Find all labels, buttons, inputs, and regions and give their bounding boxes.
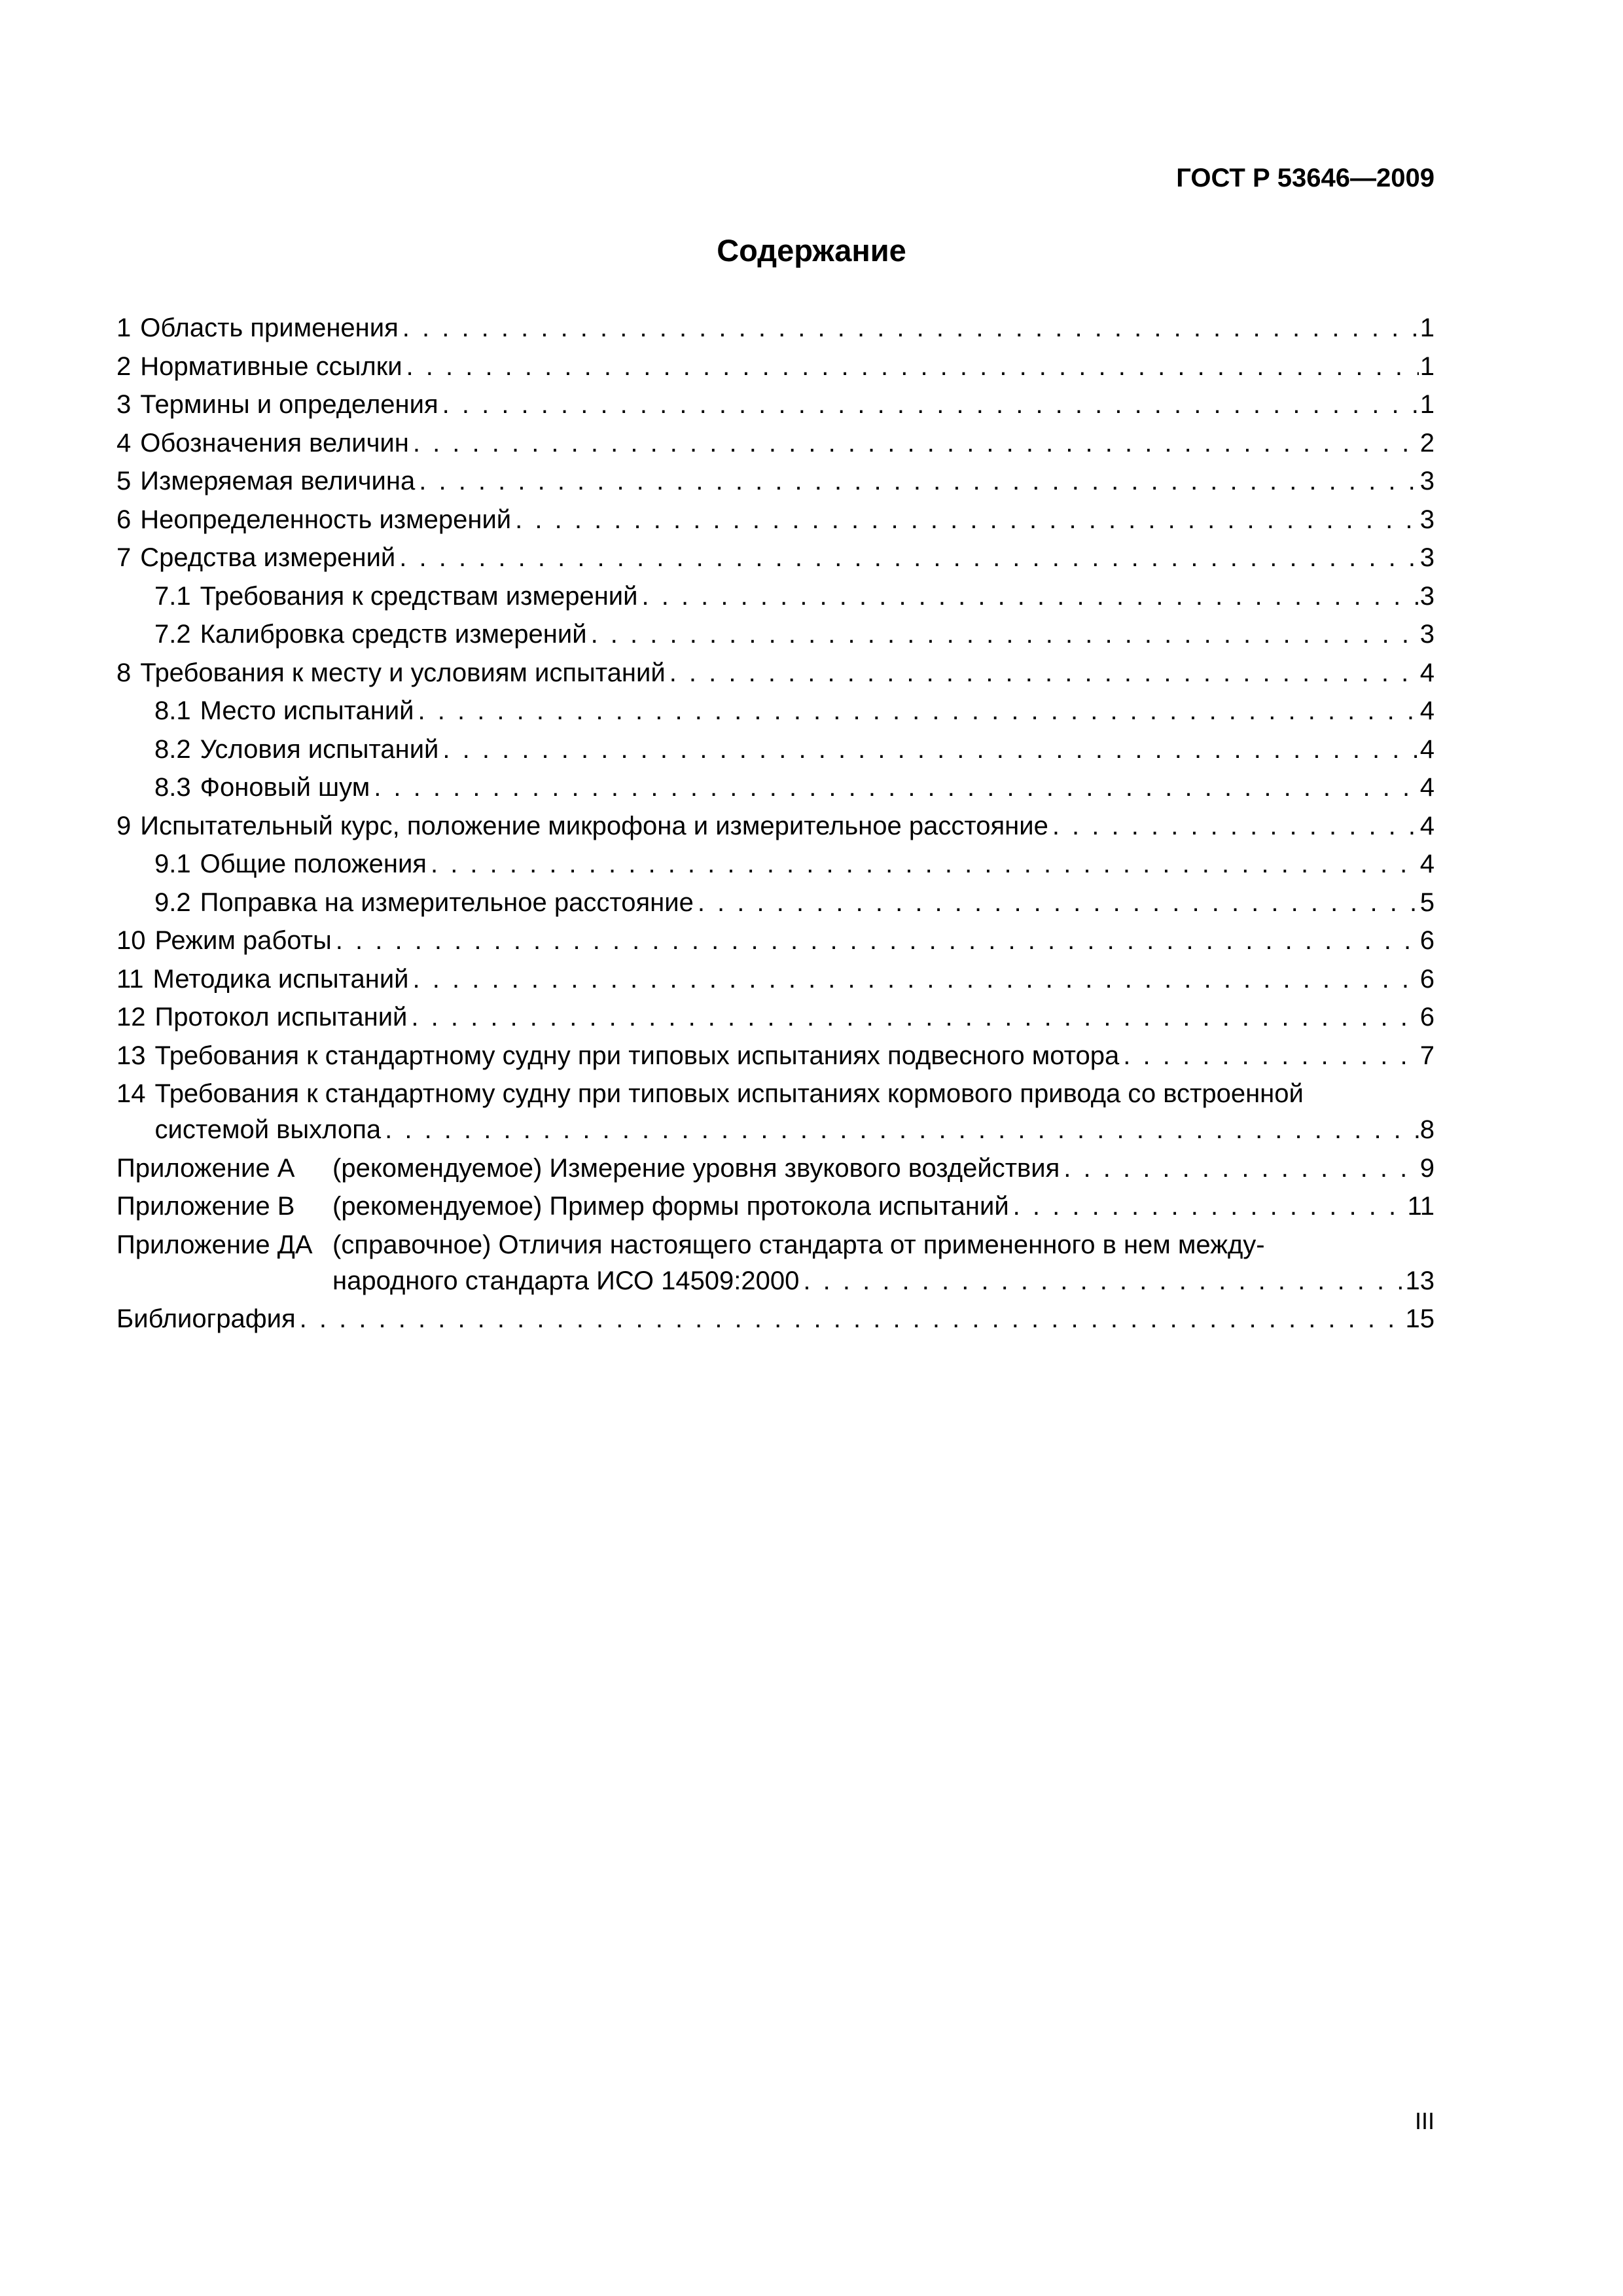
dot-leader [407, 998, 1418, 1037]
toc-entry-page: 6 [1419, 1003, 1435, 1031]
toc-entry-number: 2 [116, 351, 132, 381]
dot-leader [587, 615, 1419, 654]
dot-leader [296, 1300, 1404, 1338]
toc-entry[interactable] [116, 424, 1435, 463]
toc-entry-label: Общие положения [200, 850, 427, 878]
toc-entry-number: 1 [116, 314, 132, 342]
toc-entry-page: 3 [1419, 467, 1435, 495]
toc-title: Содержание [717, 233, 906, 268]
toc-entry-page: 4 [1419, 696, 1435, 725]
toc-entry-page: 4 [1419, 850, 1435, 878]
toc-entry-page: 3 [1419, 543, 1435, 572]
toc-entry-label: Режим работы [154, 926, 332, 955]
appendix-label: (справочное) Отличия настоящего стандарта от примененного в нем между- [332, 1230, 1265, 1259]
dot-leader [427, 845, 1419, 884]
toc-entry-page: 3 [1419, 581, 1435, 611]
toc-subentry[interactable] [116, 845, 1435, 884]
appendix-page: 11 [1407, 1192, 1435, 1221]
toc-entry-number: 13 [116, 1041, 146, 1070]
appendix-page: 9 [1419, 1153, 1435, 1183]
toc-entry-page: 4 [1419, 658, 1435, 687]
toc-subentry[interactable] [116, 730, 1435, 769]
toc-entry-number: 8.2 [154, 734, 191, 764]
dot-leader [402, 348, 1419, 386]
toc-subentry[interactable] [116, 884, 1435, 922]
toc-entry-label: Поправка на измерительное расстояние [200, 888, 694, 917]
toc-entry-page: 3 [1419, 620, 1435, 649]
dot-leader [666, 654, 1419, 692]
toc-entry[interactable] [116, 960, 1435, 999]
toc-entry-number: 12 [116, 1003, 146, 1031]
toc-entry[interactable] [116, 501, 1435, 539]
toc-entry[interactable] [116, 309, 1435, 348]
toc-entry[interactable] [116, 539, 1435, 577]
toc-entry-number: 9.2 [154, 888, 191, 917]
toc-entry-label: Требования к месту и условиям испытаний [140, 658, 666, 687]
toc-entry-number: 11 [116, 964, 144, 994]
toc-entry-label: Калибровка средств измерений [200, 620, 587, 649]
page-number: III [1414, 2108, 1435, 2134]
toc-entry-label: Неопределенность измерений [140, 505, 512, 534]
toc-appendix[interactable] [116, 1187, 1435, 1226]
dot-leader [1048, 807, 1419, 846]
appendix-name: Приложение В [116, 1192, 295, 1221]
dot-leader [370, 768, 1419, 807]
toc-entry-page: 4 [1419, 734, 1435, 764]
dot-leader [438, 730, 1418, 769]
toc-entry-label: Протокол испытаний [154, 1003, 408, 1031]
toc-entry-page: 1 [1419, 314, 1435, 342]
toc-entry-number: 9.1 [154, 850, 191, 878]
toc-subentry[interactable] [116, 692, 1435, 730]
dot-leader [395, 539, 1418, 577]
toc-entry-page: 4 [1419, 811, 1435, 840]
toc-entry[interactable] [116, 348, 1435, 386]
toc-entry-label: Требования к стандартному судну при типовых испытаниях подвесного мотора [154, 1041, 1120, 1070]
toc-entry-label: Термины и определения [140, 390, 438, 419]
toc-entry-label-continued: системой выхлопа [154, 1115, 382, 1144]
toc-entry-number: 3 [116, 390, 132, 419]
toc-entry-label: Фоновый шум [200, 773, 370, 802]
toc-entry-number: 9 [116, 811, 132, 840]
bibliography-page: 15 [1405, 1304, 1435, 1333]
toc-entry-label: Нормативные ссылки [140, 351, 402, 381]
toc-subentry[interactable] [116, 768, 1435, 807]
toc-entry-page: 6 [1419, 964, 1435, 994]
dot-leader [438, 386, 1419, 424]
dot-leader [409, 424, 1419, 463]
dot-leader [638, 577, 1419, 616]
toc-entry-label: Средства измерений [140, 543, 396, 572]
toc-entry-page: 4 [1419, 773, 1435, 802]
toc-entry-page: 1 [1419, 351, 1435, 381]
toc-entry-label: Область применения [140, 314, 399, 342]
dot-leader [415, 462, 1419, 501]
dot-leader [414, 692, 1419, 730]
toc-entry-number: 10 [116, 926, 146, 955]
toc-entry-number: 14 [116, 1079, 146, 1108]
toc-entry-number: 6 [116, 505, 132, 534]
dot-leader [381, 1111, 1419, 1149]
toc-entry-number: 8.3 [154, 773, 191, 802]
appendix-name: Приложение ДА [116, 1230, 313, 1259]
toc-entry-label: Измеряемая величина [140, 467, 416, 495]
dot-leader [1009, 1187, 1406, 1226]
toc-subentry[interactable] [116, 615, 1435, 654]
toc-entry-page: 6 [1419, 926, 1435, 955]
toc-entry[interactable] [116, 1075, 1435, 1149]
dot-leader [511, 501, 1419, 539]
toc-appendix[interactable] [116, 1226, 1435, 1300]
dot-leader [409, 960, 1419, 999]
appendix-page: 13 [1405, 1266, 1435, 1295]
dot-leader [1060, 1149, 1418, 1188]
toc-subentry[interactable] [116, 577, 1435, 616]
toc-entry-label: Требования к средствам измерений [200, 581, 638, 611]
toc-entry-number: 7 [116, 543, 132, 572]
toc-entry-label: Условия испытаний [200, 734, 439, 764]
toc-entry[interactable] [116, 386, 1435, 424]
toc-entry[interactable] [116, 807, 1435, 846]
table-of-contents [116, 309, 1435, 1338]
toc-entry-number: 8.1 [154, 696, 191, 725]
toc-entry-page: 7 [1419, 1041, 1435, 1070]
toc-entry[interactable] [116, 654, 1435, 692]
toc-entry-page: 8 [1419, 1115, 1435, 1144]
toc-entry-label: Требования к стандартному судну при типовых испытаниях кормового привода со встроенной [154, 1079, 1304, 1108]
toc-entry-number: 4 [116, 428, 132, 457]
appendix-label: (рекомендуемое) Пример формы протокола испытаний [332, 1192, 1009, 1221]
document-code: ГОСТ Р 53646—2009 [1176, 164, 1435, 192]
bibliography-label: Библиография [116, 1304, 296, 1333]
toc-appendix[interactable] [116, 1149, 1435, 1188]
toc-entry[interactable] [116, 922, 1435, 960]
toc-entry-label: Испытательный курс, положение микрофона и измерительное расстояние [140, 811, 1048, 840]
toc-entry-page: 1 [1419, 390, 1435, 419]
toc-entry[interactable] [116, 1037, 1435, 1075]
toc-entry-number: 7.2 [154, 620, 191, 649]
dot-leader [332, 922, 1419, 960]
dot-leader [694, 884, 1419, 922]
dot-leader [399, 309, 1419, 348]
dot-leader [799, 1262, 1404, 1300]
toc-bibliography[interactable] [116, 1300, 1435, 1338]
toc-entry-label: Методика испытаний [152, 964, 409, 994]
toc-entry-label: Обозначения величин [140, 428, 409, 457]
toc-entry[interactable] [116, 462, 1435, 501]
appendix-label: (рекомендуемое) Измерение уровня звукового воздействия [332, 1153, 1060, 1183]
toc-entry-page: 5 [1419, 888, 1435, 917]
toc-entry-page: 3 [1419, 505, 1435, 534]
toc-entry-label: Место испытаний [200, 696, 414, 725]
dot-leader [1119, 1037, 1418, 1075]
toc-entry-number: 5 [116, 467, 132, 495]
toc-entry[interactable] [116, 998, 1435, 1037]
toc-entry-page: 2 [1419, 428, 1435, 457]
toc-entry-number: 7.1 [154, 581, 191, 611]
appendix-label-continued: народного стандарта ИСО 14509:2000 [332, 1266, 800, 1295]
appendix-name: Приложение А [116, 1153, 295, 1183]
toc-entry-number: 8 [116, 658, 132, 687]
